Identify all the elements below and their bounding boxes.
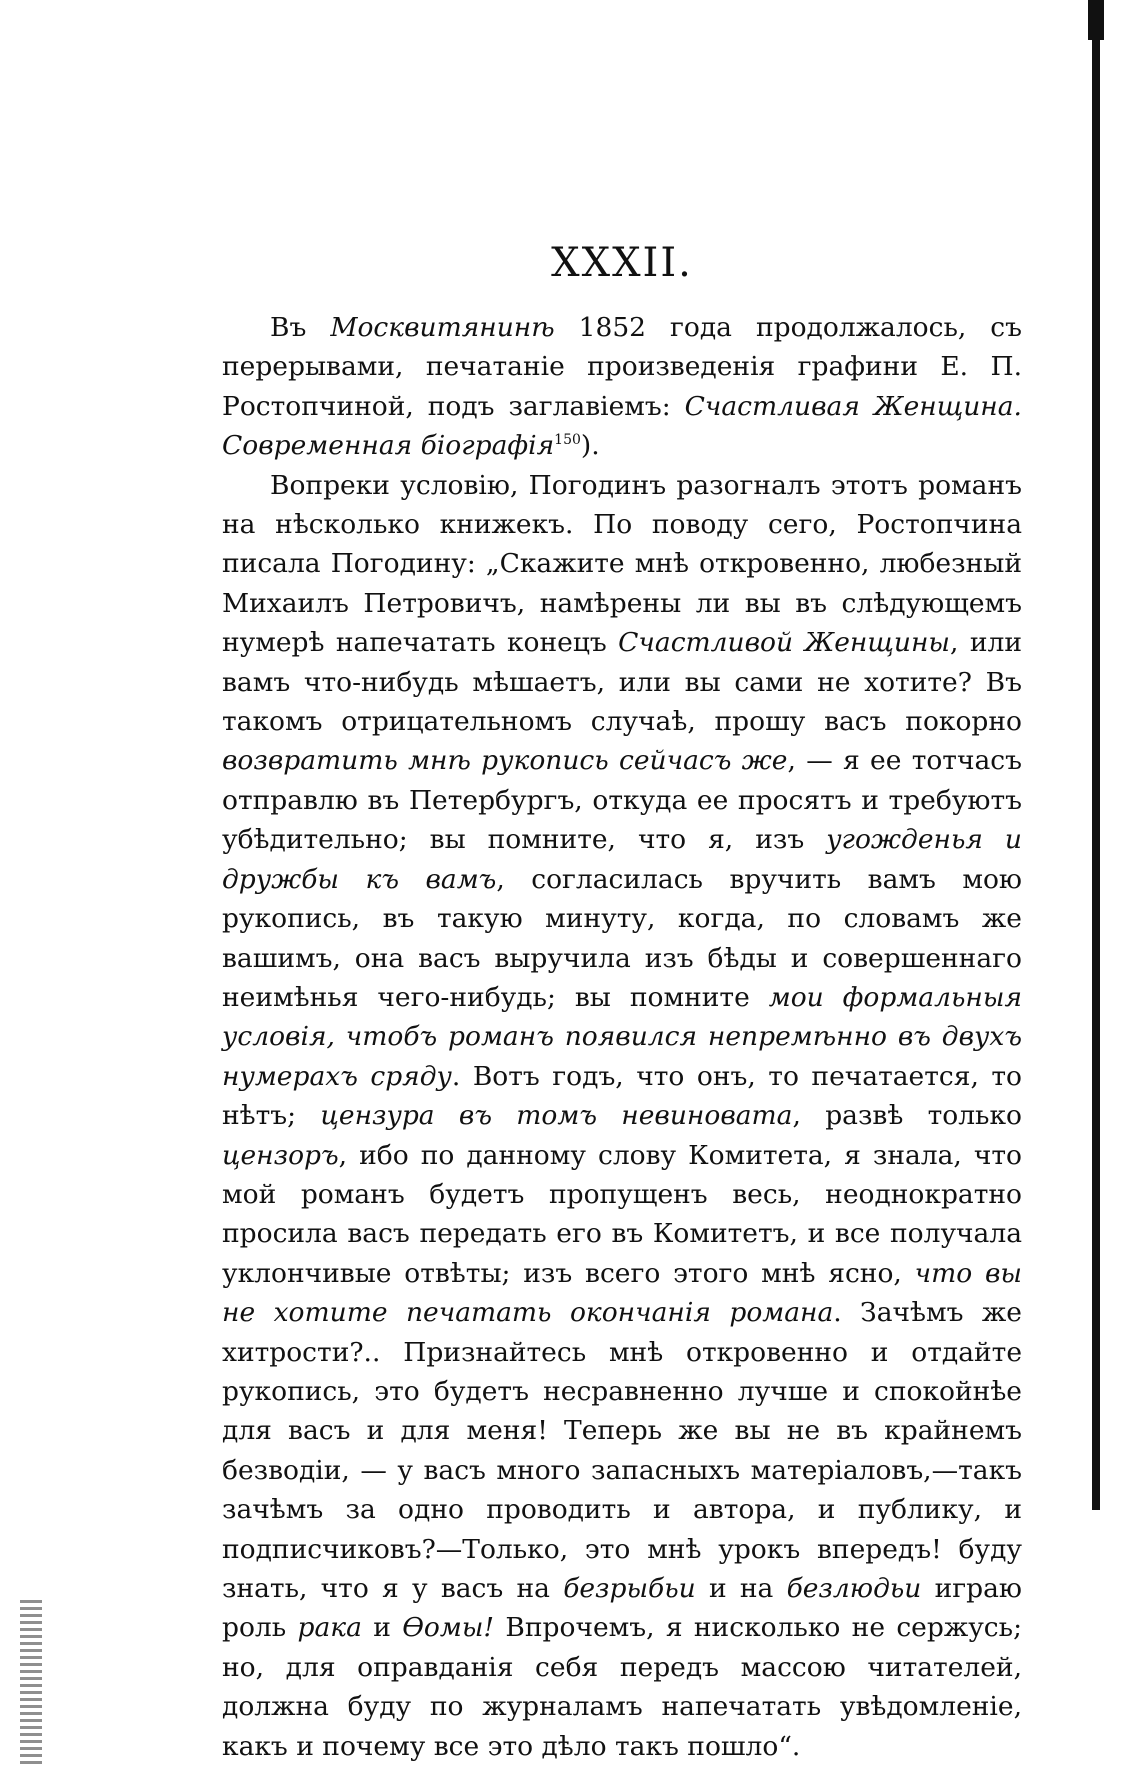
p2-italic-p: безрыбьи: [563, 1573, 696, 1604]
p2-text-k: , развѣ только: [792, 1100, 1023, 1132]
p2-text-w: Впрочемъ, я нисколько не сержусь; но, для оправданія себя передъ массою читателей, должна буду по журналамъ напечатать увѣдомленіе, какъ и почему все это дѣло такъ пошло“.: [222, 1612, 1022, 1762]
p2-text-q: и на: [695, 1573, 787, 1604]
p2-italic-r: безлюдьи: [786, 1573, 922, 1604]
p2-text-e: , — я ее тотчасъ отправлю въ Петербургъ, откуда ее просятъ и требуютъ убѣдительно; вы помните, что я, изъ: [222, 745, 1022, 856]
novel-title: Счастливая Женщина. Современная біографія: [222, 390, 1022, 462]
chapter-heading: XXXII.: [551, 240, 693, 286]
p2-text-m: , ибо по данному слову Комитета, я знала, что мой романъ будетъ пропущенъ весь, неоднократно просила васъ передать его въ Комитетъ, и все получала уклончивые отвѣты; изъ всего этого мнѣ ясно,: [222, 1139, 1022, 1289]
p2-text-u: и: [361, 1612, 403, 1644]
p2-italic-f: угожденья и дружбы къ вамъ: [222, 824, 1022, 895]
paragraph-2: [222, 466, 1022, 1766]
p2-text-g: , согласилась вручить вамъ мою рукопись, въ такую минуту, когда, по словамъ же вашимъ, она васъ выручила изъ бѣды и совершеннаго неимѣнья чего-нибудь; вы помните: [222, 863, 1022, 1013]
footnote-marker: 150: [554, 432, 581, 449]
p2-italic-h: мои формальныя условія, чтобъ романъ появился непремѣнно въ двухъ нумерахъ сряду: [222, 981, 1022, 1092]
p2-italic-n: что вы не хотите печатать окончанія романа: [222, 1257, 1022, 1329]
p1-text-c: 1852 года продолжалось, съ перерывами, печатаніе произведенія графини Е. П. Ростопчиной, подъ заглавіемъ:: [222, 312, 1022, 422]
page-body: [222, 240, 1022, 1766]
p2-italic-j: цензура въ томъ невиновата: [320, 1100, 793, 1132]
p2-italic-d: возвратить мнѣ рукопись сейчасъ же: [222, 745, 788, 777]
p2-text-s: играю роль: [222, 1573, 1022, 1644]
journal-title-moskvityanin: Москвитянинѣ: [330, 312, 555, 343]
page-edge-shadow: [20, 1600, 42, 1767]
p2-italic-l: цензоръ: [222, 1139, 339, 1171]
p1-text-a: Въ: [270, 312, 331, 343]
paragraph-1: [222, 308, 1022, 466]
p2-italic-t: рака: [297, 1612, 362, 1644]
p2-italic-v: Ѳомы!: [402, 1612, 495, 1644]
p2-text-i: . Вотъ годъ, что онъ, то печатается, то нѣтъ;: [222, 1060, 1022, 1132]
p2-text-a: Вопреки условію, Погодинъ разогналъ этотъ романъ на нѣсколько книжекъ. По поводу сего, Ростопчина писала Погодину: „Скажите мнѣ откровенно, любезный Михаилъ Петровичъ, намѣрены ли вы въ слѣдующемъ нумерѣ напечатать конецъ: [222, 469, 1022, 659]
p2-text-o: . Зачѣмъ же хитрости?.. Признайтесь мнѣ откровенно и отдайте рукопись, это будетъ несравненно лучше и спокойнѣе для васъ и для меня! Теперь же вы не въ крайнемъ безводіи, — у васъ много запасныхъ матеріаловъ,—такъ зачѣмъ за одно проводить и автора, и публику, и подписчиковъ?—Только, это мнѣ урокъ впередъ! буду знать, что я у васъ на: [222, 1297, 1022, 1604]
page-binding-line: [1092, 0, 1100, 1510]
p1-text-e: ).: [580, 430, 600, 462]
p2-italic-b: Счастливой Женщины: [618, 627, 951, 659]
p2-text-c: , или вамъ что-нибудь мѣшаетъ, или вы сами не хотите? Въ такомъ отрицательномъ случаѣ, прошу васъ покорно: [222, 627, 1022, 738]
